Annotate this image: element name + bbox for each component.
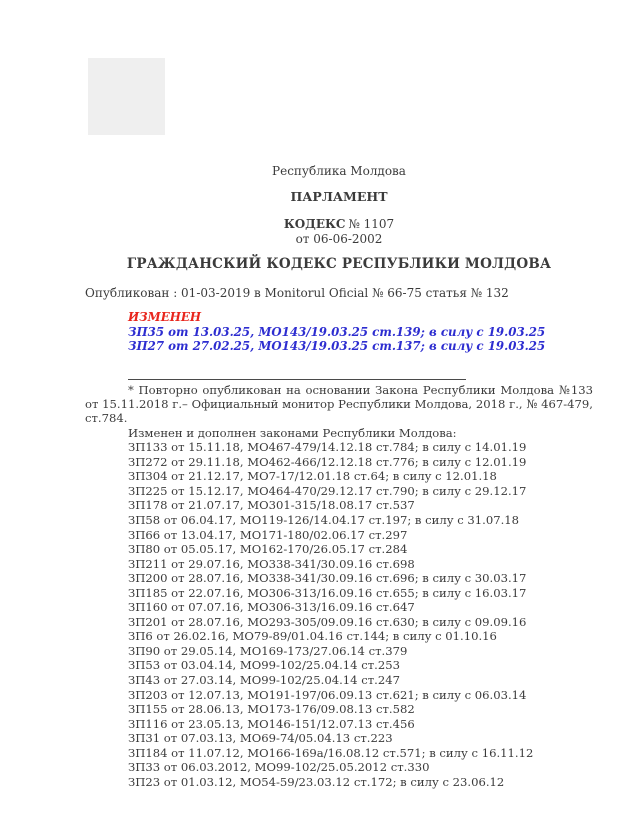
amendment-line: ЗП23 от 01.03.12, МО54-59/23.03.12 ст.172; в силу с 23.06.12	[128, 774, 505, 789]
doc-number: № 1107	[348, 217, 395, 231]
amendment-line: ЗП43 от 27.03.14, МО99-102/25.04.14 ст.247	[128, 672, 400, 687]
image-placeholder	[88, 58, 165, 135]
doc-type: КОДЕКС	[283, 217, 346, 231]
amendment-line: ЗП80 от 05.05.17, МО162-170/26.05.17 ст.284	[128, 542, 408, 557]
amendment-line: ЗП178 от 21.07.17, МО301-315/18.08.17 ст.537	[128, 498, 415, 513]
published-line: Опубликован : 01-03-2019 в Monitorul Oficial № 66-75 статья № 132	[85, 286, 509, 300]
amendment-line: ЗП200 от 28.07.16, МО338-341/30.09.16 ст.696; в силу с 30.03.17	[128, 571, 527, 586]
changed-entry: ЗП27 от 27.02.25, МО143/19.03.25 ст.137; в силу с 19.03.25	[128, 339, 546, 353]
amendment-line: ЗП185 от 22.07.16, МО306-313/16.09.16 ст.655; в силу с 16.03.17	[128, 585, 527, 600]
doc-title: ГРАЖДАНСКИЙ КОДЕКС РЕСПУБЛИКИ МОЛДОВА	[126, 256, 552, 272]
amendment-line: ЗП155 от 28.06.13, МО173-176/09.08.13 ст.582	[128, 702, 415, 717]
amendment-line: ЗП201 от 28.07.16, МО293-305/09.09.16 ст.630; в силу с 09.09.16	[128, 614, 527, 629]
changed-entries	[128, 325, 593, 354]
amendment-line: ЗП66 от 13.04.17, МО171-180/02.06.17 ст.297	[128, 527, 408, 542]
doc-date: от 06-06-2002	[295, 231, 383, 246]
header-institution: ПАРЛАМЕНТ	[290, 189, 388, 204]
amendments-intro: Изменен и дополнен законами Республики Молдова:	[128, 425, 457, 440]
amendment-line: ЗП160 от 07.07.16, МО306-313/16.09.16 ст.647	[128, 600, 415, 615]
amendment-line: ЗП33 от 06.03.2012, МО99-102/25.05.2012 ст.330	[128, 760, 430, 775]
amendment-line: ЗП184 от 11.07.12, МО166-169а/16.08.12 ст.571; в силу с 16.11.12	[128, 745, 534, 760]
amendment-line: ЗП90 от 29.05.14, МО169-173/27.06.14 ст.379	[128, 643, 408, 658]
amendment-line: ЗП58 от 06.04.17, МО119-126/14.04.17 ст.197; в силу с 31.07.18	[128, 512, 520, 527]
divider-line	[128, 379, 466, 380]
amendment-line: ЗП211 от 29.07.16, МО338-341/30.09.16 ст.698	[128, 556, 415, 571]
changed-block	[128, 310, 593, 354]
header-country: Республика Молдова	[272, 164, 406, 178]
doc-number-line	[85, 217, 593, 232]
amendment-line: ЗП116 от 23.05.13, МО146-151/12.07.13 ст.456	[128, 716, 415, 731]
amendment-line: ЗП6 от 26.02.16, МО79-89/01.04.16 ст.144; в силу с 01.10.16	[128, 629, 497, 644]
changed-entry: ЗП35 от 13.03.25, МО143/19.03.25 ст.139; в силу с 19.03.25	[128, 324, 546, 339]
amendment-line: ЗП272 от 29.11.18, МО462-466/12.12.18 ст.776; в силу с 12.01.19	[128, 454, 527, 469]
amendment-line: ЗП133 от 15.11.18, МО467-479/14.12.18 ст.784; в силу с 14.01.19	[128, 440, 527, 455]
footnote: * Повторно опубликован на основании Закона Республики Молдова №133 от 15.11.2018 г.– Официальный монитор Республики Молдова, 2018 г., № 467-479, ст.784.	[85, 382, 593, 426]
amendment-line: ЗП304 от 21.12.17, МО7-17/12.01.18 ст.64; в силу с 12.01.18	[128, 469, 497, 484]
amendment-line: ЗП31 от 07.03.13, МО69-74/05.04.13 ст.223	[128, 731, 393, 746]
amendment-line: ЗП53 от 03.04.14, МО99-102/25.04.14 ст.253	[128, 658, 400, 673]
amendment-line: ЗП225 от 15.12.17, МО464-470/29.12.17 ст.790; в силу с 29.12.17	[128, 483, 527, 498]
document-content	[85, 164, 593, 789]
amendment-line: ЗП203 от 12.07.13, МО191-197/06.09.13 ст.621; в силу с 06.03.14	[128, 687, 527, 702]
changed-label: ИЗМЕНЕН	[128, 310, 201, 324]
amendments-list	[128, 440, 593, 789]
